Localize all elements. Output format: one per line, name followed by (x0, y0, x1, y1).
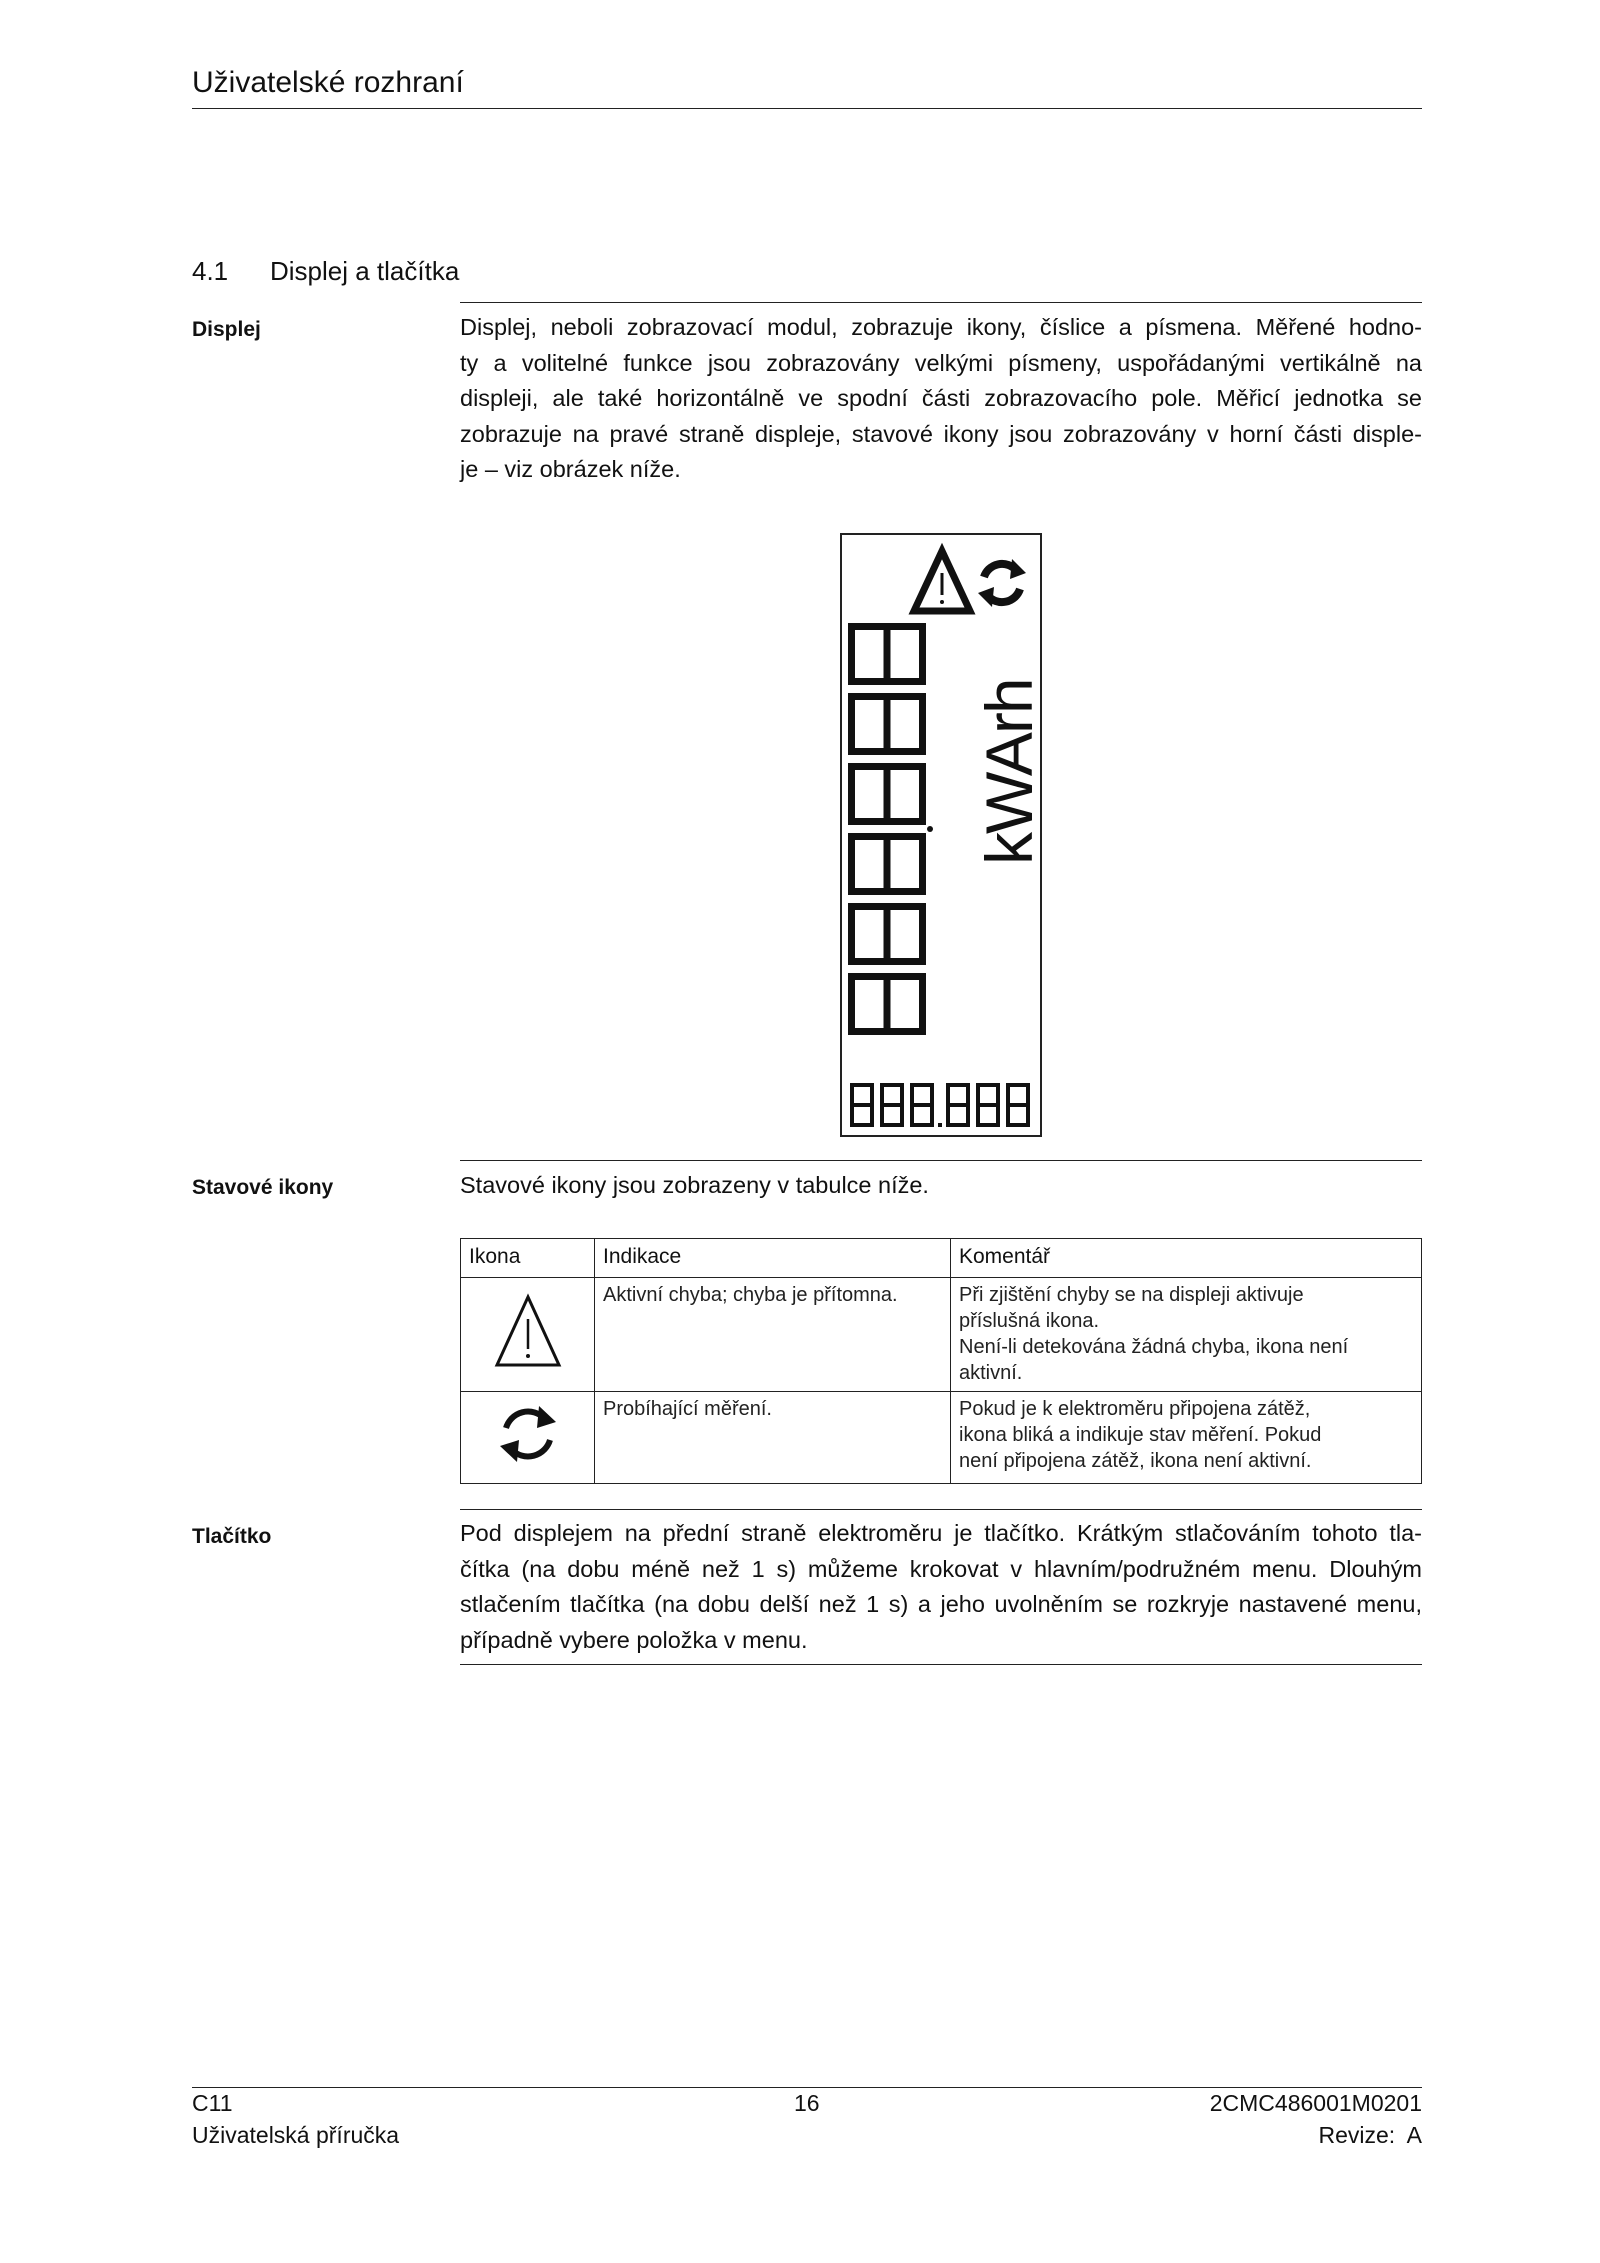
table-header-row (461, 1239, 1422, 1278)
status-icons-table (460, 1238, 1422, 1484)
warning-triangle-icon (491, 1291, 565, 1371)
measurement-icon (978, 559, 1026, 607)
table-cell-comment (951, 1278, 1422, 1392)
lcd-big-digit (848, 903, 926, 965)
side-label-display: Displej (192, 318, 261, 341)
comment-line: Pokud je k elektroměru připojena zátěž, (959, 1398, 1311, 1420)
comment-line: ikona bliká a indikuje stav měření. Pokud (959, 1424, 1322, 1446)
comment-line: Při zjištění chyby se na displeji aktivuje (959, 1284, 1304, 1306)
table-row (461, 1278, 1422, 1392)
column-header-icon: Ikona (461, 1239, 595, 1278)
button-text-line: Pod displejem na přední straně elektroměru je tlačítko. Krátkým stlačováním tohoto tla- (460, 1520, 1422, 1546)
section-number: 4.1 (192, 256, 229, 286)
lcd-small-digit (976, 1083, 1000, 1127)
side-label-status-icons: Stavové ikony (192, 1176, 334, 1199)
display-description (460, 310, 1422, 488)
display-text-line: zobrazuje na pravé straně displeje, stavové ikony jsou zobrazovány v horní části disple- (460, 420, 1422, 447)
footer-doc-id: 2CMC486001M0201 (1209, 2090, 1422, 2116)
button-text-line: případně vybere položka v menu. (460, 1626, 808, 1653)
lcd-unit-label: kWArh (972, 679, 1040, 865)
lcd-big-digit (848, 623, 926, 685)
footer-page-number: 16 (794, 2090, 820, 2116)
big-digits-group (848, 623, 933, 1035)
side-label-button: Tlačítko (192, 1525, 272, 1548)
table-cell-comment (951, 1392, 1422, 1484)
footer-doc-type: Uživatelská příručka (192, 2122, 400, 2148)
divider-status (460, 1160, 1422, 1161)
circular-arrows-icon (493, 1399, 563, 1469)
lcd-big-digit (848, 763, 926, 825)
footer-revision: Revize: A (1318, 2122, 1422, 2148)
header-divider (192, 108, 1422, 109)
lcd-small-decimal-point (938, 1123, 942, 1127)
divider-button (460, 1509, 1422, 1510)
page-header-title: Uživatelské rozhraní (192, 66, 464, 99)
section-divider (460, 302, 1422, 303)
table-row (461, 1392, 1422, 1484)
display-text-line: je – viz obrázek níže. (460, 456, 681, 482)
table-cell-indication: Aktivní chyba; chyba je přítomna. (595, 1278, 951, 1392)
column-header-comment: Komentář (951, 1239, 1422, 1278)
comment-line: příslušná ikona. (959, 1310, 1100, 1332)
lcd-small-digit (910, 1083, 934, 1127)
comment-line: aktivní. (959, 1362, 1023, 1384)
lcd-segments-svg (842, 535, 1040, 1135)
divider-end (460, 1664, 1422, 1665)
display-text-line: Displej, neboli zobrazovací modul, zobrazuje ikony, číslice a písmena. Měřené hodno- (460, 314, 1422, 340)
status-intro: Stavové ikony jsou zobrazeny v tabulce níže. (460, 1172, 929, 1198)
footer-divider (192, 2087, 1422, 2088)
display-text-line: displeji, ale také horizontálně ve spodní části zobrazovacího pole. Měřicí jednotka se (460, 385, 1422, 411)
display-text-line: ty a volitelné funkce jsou zobrazovány velkými písmeny, uspořádanými vertikálně na (460, 349, 1422, 376)
lcd-display-figure (840, 533, 1042, 1137)
button-description (460, 1516, 1422, 1658)
comment-line: není připojena zátěž, ikona není aktivní. (959, 1450, 1312, 1472)
lcd-big-digit (848, 693, 926, 755)
lcd-big-digit (848, 833, 926, 895)
button-text-line: stlačením tlačítka (na dobu delší než 1 s) a jeho uvolněním se rozkryje nastavené menu, (460, 1591, 1422, 1617)
lcd-small-digit (880, 1083, 904, 1127)
lcd-big-digit (848, 973, 926, 1035)
comment-line: Není-li detekována žádná chyba, ikona není (959, 1336, 1349, 1358)
column-header-indication: Indikace (595, 1239, 951, 1278)
button-text-line: čítka (na dobu méně než 1 s) můžeme krokovat v hlavním/podružném menu. Dlouhým (460, 1555, 1422, 1582)
section-title: Displej a tlačítka (270, 256, 460, 286)
lcd-small-digit (946, 1083, 970, 1127)
small-digits-group (850, 1083, 1030, 1127)
lcd-small-digit (1006, 1083, 1030, 1127)
footer-product: C11 (192, 2090, 233, 2116)
lcd-small-digit (850, 1083, 874, 1127)
table-cell-indication: Probíhající měření. (595, 1392, 951, 1484)
warning-icon (914, 551, 970, 611)
lcd-decimal-point (927, 826, 933, 832)
table-cell-icon (461, 1392, 595, 1484)
table-cell-icon (461, 1278, 595, 1392)
